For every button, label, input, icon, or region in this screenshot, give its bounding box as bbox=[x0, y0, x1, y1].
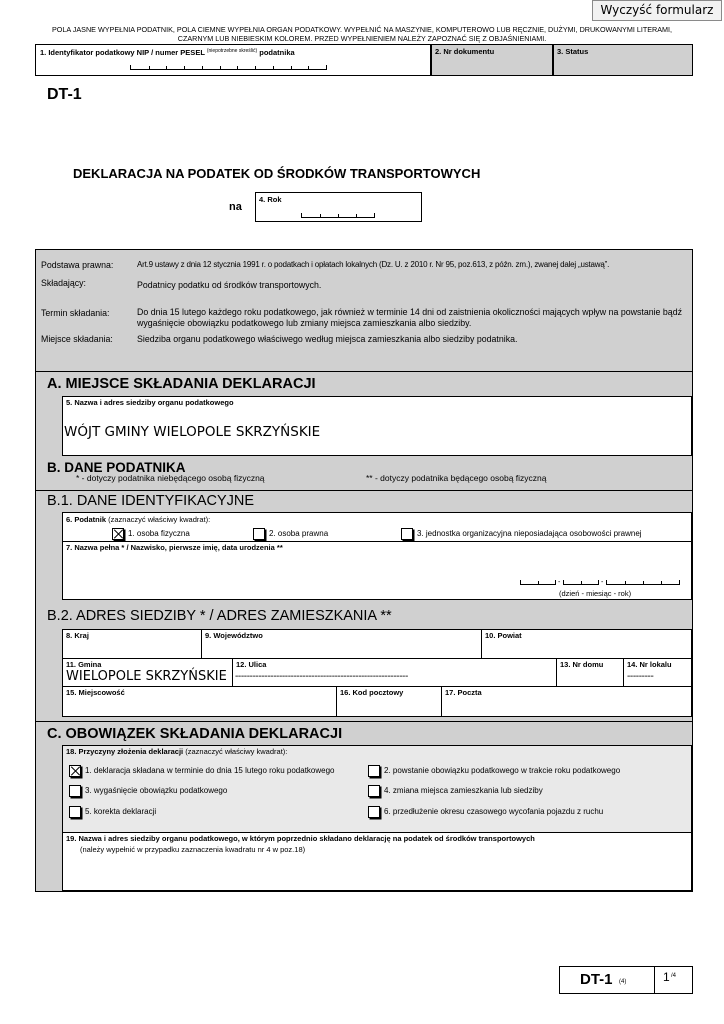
digit-separator bbox=[202, 66, 203, 69]
year-field[interactable]: 4. Rok bbox=[255, 192, 422, 222]
info-value: Do dnia 15 lutego każdego roku podatkowego, jak również w terminie 14 dni od zaistnienia okoliczności mających wpływ na powstanie bądź wygaśnięcie obowiązku podatkowego lub zmiany miejsca zamieszkania albo siedziby. bbox=[137, 307, 682, 328]
reason-option-6[interactable]: 6. przedłużenie okresu czasowego wycofania pojazdu z ruchu bbox=[368, 806, 603, 818]
digit-separator bbox=[661, 581, 662, 584]
postal-code-field[interactable]: 16. Kod pocztowy bbox=[336, 686, 442, 717]
apartment-number-field[interactable]: 14. Nr lokalu --------- bbox=[623, 658, 692, 687]
section-a-header: A. MIEJSCE SKŁADANIA DEKLARACJI bbox=[36, 372, 692, 396]
digit-separator bbox=[220, 66, 221, 69]
commune-field[interactable]: 11. Gmina WIELOPOLE SKRZYŃSKIE bbox=[62, 658, 233, 687]
digit-separator bbox=[166, 66, 167, 69]
page-title: DEKLARACJA NA PODATEK OD ŚRODKÓW TRANSPORTOWYCH bbox=[73, 166, 481, 181]
nip-field[interactable]: 1. Identyfikator podatkowy NIP / numer PESEL $^{(niepotrzebne skreślić)}$ podatnika bbox=[35, 44, 431, 76]
digit-separator bbox=[581, 581, 582, 584]
instructions-text: POLA JASNE WYPEŁNIA PODATNIK, POLA CIEMNE WYPEŁNIA ORGAN PODATKOWY. WYPEŁNIĆ NA MASZYNIE, KOMPUTEROWO LUB RĘCZNIE, DUŻYMI, DRUKOWANYMI LITERAMI, CZARNYM LUB NIEBIESKIM KOLOREM. PRZED WYPEŁNIENIEM NALEŻY ZAPOZNAĆ SIĘ Z OBJAŚNIENIAMI. bbox=[52, 25, 672, 43]
digit-separator bbox=[184, 66, 185, 69]
checkbox-icon[interactable] bbox=[69, 785, 81, 797]
checkbox-icon[interactable] bbox=[112, 528, 124, 540]
info-label: Składający: bbox=[41, 278, 86, 288]
checkbox-icon[interactable] bbox=[401, 528, 413, 540]
digit-separator bbox=[356, 214, 357, 217]
taxpayer-type-field: 6. Podatnik (zaznaczyć właściwy kwadrat): 1. osoba fizyczna 2. osoba prawna 3. jednostka organizacyjna nieposiadająca osobowości prawnej bbox=[62, 512, 692, 542]
doc-number-field: 2. Nr dokumentu bbox=[431, 44, 553, 76]
info-label: Podstawa prawna: bbox=[41, 260, 114, 270]
digit-separator bbox=[625, 581, 626, 584]
page-number: 1 bbox=[663, 970, 670, 984]
form-code: DT-1 bbox=[47, 86, 82, 103]
apartment-number-value: --------- bbox=[627, 671, 654, 682]
house-number-field[interactable]: 13. Nr domu bbox=[556, 658, 624, 687]
checkbox-icon[interactable] bbox=[368, 785, 380, 797]
section-c-header: C. OBOWIĄZEK SKŁADANIA DEKLARACJI bbox=[36, 721, 692, 745]
note-natural-person: ** - dotyczy podatnika będącego osobą fizyczną bbox=[366, 473, 547, 483]
reason-option-5[interactable]: 5. korekta deklaracji bbox=[69, 806, 156, 818]
nip-digit-boxes bbox=[130, 65, 327, 70]
digit-separator bbox=[291, 66, 292, 69]
info-label: Termin składania: bbox=[41, 308, 110, 318]
section-b2-header: B.2. ADRES SIEDZIBY * / ADRES ZAMIESZKANIA ** bbox=[36, 600, 692, 630]
checkbox-icon[interactable] bbox=[69, 765, 81, 777]
digit-separator bbox=[320, 214, 321, 217]
section-b-header: B. DANE PODATNIKA * - dotyczy podatnika niebędącego osobą fizyczną ** - dotyczy podatnika będącego osobą fizyczną bbox=[36, 464, 692, 490]
reason-option-3[interactable]: 3. wygaśnięcie obowiązku podatkowego bbox=[69, 785, 227, 797]
info-block bbox=[35, 249, 693, 372]
checkbox-icon[interactable] bbox=[253, 528, 265, 540]
reason-option-4[interactable]: 4. zmiana miejsca zamieszkania lub siedziby bbox=[368, 785, 543, 797]
declaration-reasons-field: 18. Przyczyny złożenia deklaracji (zaznaczyć właściwy kwadrat): 1. deklaracja składana w terminie do dnia 15 lutego roku podatkowego 2. powstanie obowiązku podatkowego w trakcie roku podatkowego 3. wygaśnięcie obowiązku podatkowego 4. zmiana miejsca zamieszkania lub siedziby 5. korekta deklaracji 6. przedłużenie okresu czasowego wycofania pojazdu z ruchu bbox=[62, 745, 692, 833]
digit-separator bbox=[538, 581, 539, 584]
previous-tax-office-field[interactable]: 19. Nazwa i adres siedziby organu podatkowego, w którym poprzednio składano deklarację na podatek od środków transportowych (należy wypełnić w przypadku zaznaczenia kwadratu nr 4 w poz.18) bbox=[62, 832, 692, 891]
clear-form-button[interactable]: Wyczyść formularz bbox=[592, 0, 722, 21]
info-value: Art.9 ustawy z dnia 12 stycznia 1991 r. o podatkach i opłatach lokalnych (Dz. U. z 2010 r. Nr 95, poz.613, z późn. zm.), zwanej dalej „ustawą”. bbox=[137, 260, 610, 269]
section-b1-header: B.1. DANE IDENTYFIKACYJNE bbox=[36, 490, 692, 512]
digit-separator bbox=[308, 66, 309, 69]
reason-option-2[interactable]: 2. powstanie obowiązku podatkowego w trakcie roku podatkowego bbox=[368, 765, 620, 777]
note-legal-entity: * - dotyczy podatnika niebędącego osobą fizyczną bbox=[76, 473, 265, 483]
footer-version: (4) bbox=[619, 979, 627, 985]
taxpayer-option-unit[interactable]: 3. jednostka organizacyjna nieposiadająca osobowości prawnej bbox=[401, 528, 642, 540]
taxpayer-option-legal[interactable]: 2. osoba prawna bbox=[253, 528, 328, 540]
footer-box bbox=[559, 966, 693, 994]
tax-office-value: WÓJT GMINY WIELOPOLE SKRZYŃSKIE bbox=[64, 424, 321, 440]
commune-value: WIELOPOLE SKRZYŃSKIE bbox=[66, 669, 227, 684]
country-field[interactable]: 8. Kraj bbox=[62, 629, 202, 659]
birth-day-boxes bbox=[520, 580, 556, 585]
district-field[interactable]: 10. Powiat bbox=[481, 629, 692, 659]
digit-separator bbox=[643, 581, 644, 584]
digit-separator bbox=[149, 66, 150, 69]
status-field: 3. Status bbox=[553, 44, 693, 76]
year-prefix: na bbox=[229, 201, 242, 213]
info-value: Podatnicy podatku od środków transportowych. bbox=[137, 280, 322, 290]
reason-option-1[interactable]: 1. deklaracja składana w terminie do dnia 15 lutego roku podatkowego bbox=[69, 765, 335, 777]
date-hint: (dzień - miesiąc - rok) bbox=[559, 589, 632, 598]
street-field[interactable]: 12. Ulica ----------------------------------------------------------- bbox=[232, 658, 557, 687]
year-digit-boxes bbox=[301, 213, 375, 218]
info-label: Miejsce składania: bbox=[41, 334, 113, 344]
checkbox-icon[interactable] bbox=[368, 806, 380, 818]
street-value: ----------------------------------------------------------- bbox=[235, 671, 408, 682]
checkbox-icon[interactable] bbox=[368, 765, 380, 777]
birth-month-boxes bbox=[563, 580, 599, 585]
birth-year-boxes bbox=[606, 580, 680, 585]
digit-separator bbox=[273, 66, 274, 69]
checkbox-icon[interactable] bbox=[69, 806, 81, 818]
digit-separator bbox=[255, 66, 256, 69]
footer-form-code: DT-1 bbox=[580, 971, 613, 988]
digit-separator bbox=[237, 66, 238, 69]
info-value: Siedziba organu podatkowego właściwego według miejsca zamieszkania albo siedziby podatnika. bbox=[137, 334, 518, 344]
locality-field[interactable]: 15. Miejscowość bbox=[62, 686, 337, 717]
tax-office-field[interactable]: 5. Nazwa i adres siedziby organu podatkowego WÓJT GMINY WIELOPOLE SKRZYŃSKIE bbox=[62, 396, 692, 456]
digit-separator bbox=[338, 214, 339, 217]
post-office-field[interactable]: 17. Poczta bbox=[441, 686, 692, 717]
full-name-field[interactable]: 7. Nazwa pełna * / Nazwisko, pierwsze imię, data urodzenia ** - - (dzień - miesiąc - rok) bbox=[62, 541, 692, 600]
page-total: /4 bbox=[671, 973, 677, 979]
taxpayer-option-natural[interactable]: 1. osoba fizyczna bbox=[112, 528, 190, 540]
voivodeship-field[interactable]: 9. Województwo bbox=[201, 629, 482, 659]
